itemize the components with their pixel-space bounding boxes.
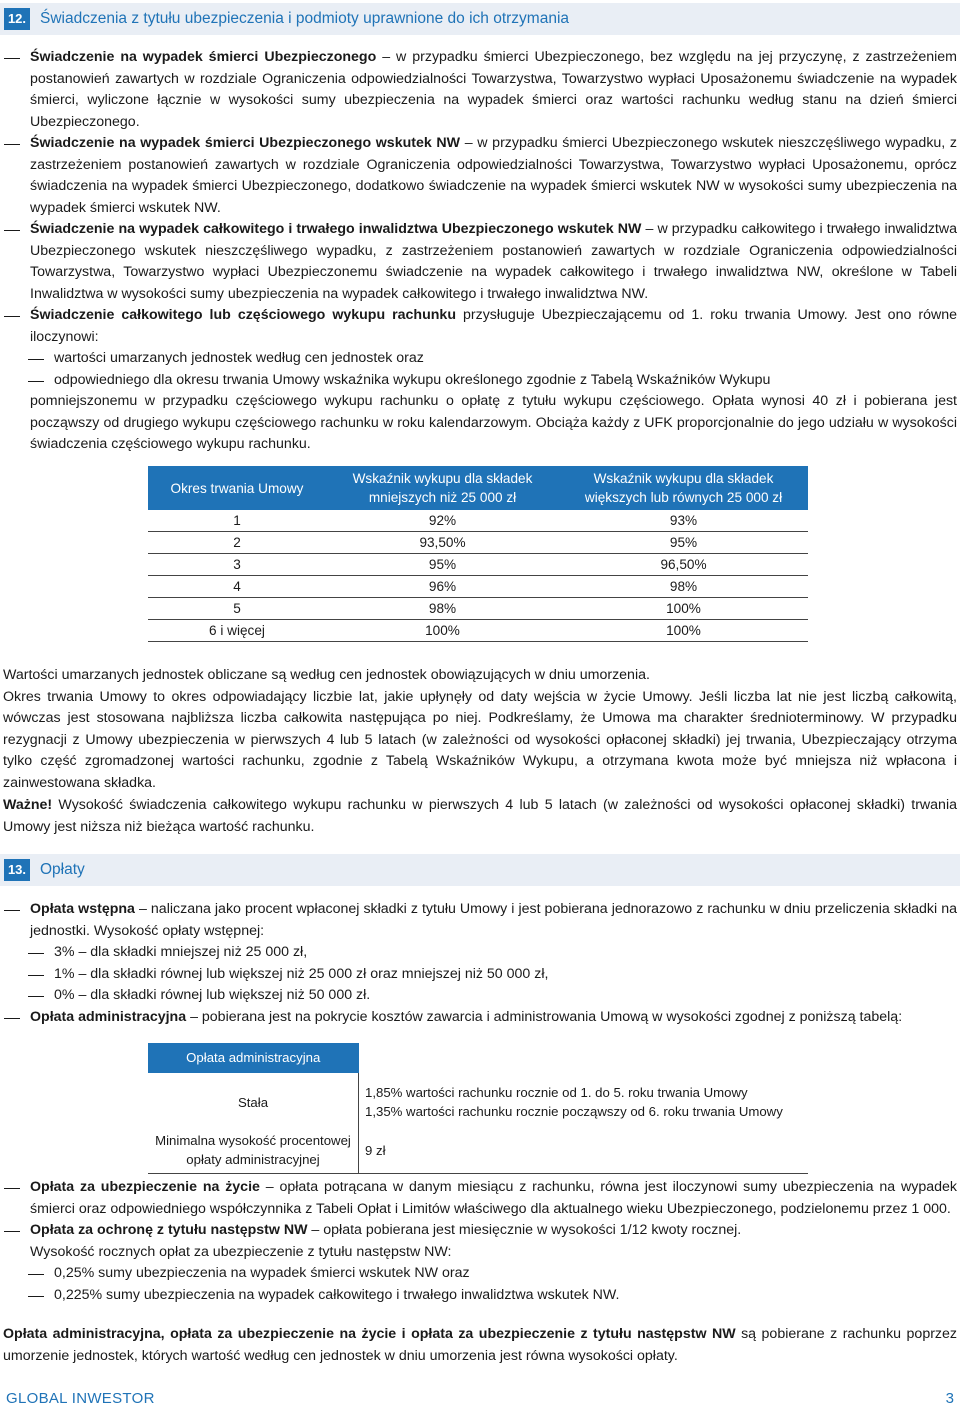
paragraph bbox=[0, 795, 960, 838]
sub-item-text: 3% – dla składki mniejszej niż 25 000 zł, bbox=[54, 944, 308, 960]
section-13-heading bbox=[0, 853, 85, 887]
section-title: Świadczenia z tytułu ubezpieczenia i podmioty uprawnione do ich otrzymania bbox=[40, 10, 570, 28]
section-13-content-2 bbox=[0, 1177, 960, 1306]
table-cell: 6 i więcej bbox=[148, 620, 326, 642]
row-label: Minimalna wysokość procentowej opłaty administracyjnej bbox=[148, 1127, 359, 1174]
sub-list-item bbox=[0, 370, 960, 392]
table-row bbox=[148, 510, 808, 532]
important-text: Wysokość świadczenia całkowitego wykupu rachunku w pierwszych 4 lub 5 latach (w zależności od wysokości opłaconej składki) trwania Umowy jest niższa niż bieżąca wartość rachunku. bbox=[3, 797, 957, 835]
term-text: są pobierane z rachunku poprzez umorzenie jednostek, których wartość według cen jednostek w dniu umorzenia jest równa wysokości opłaty. bbox=[3, 1326, 958, 1364]
table-row bbox=[148, 576, 808, 598]
term: Opłata administracyjna, opłata za ubezpieczenie na życie i opłata za ubezpieczenie z tytułu następstw NW bbox=[3, 1326, 736, 1342]
sub-item-text: 0% – dla składki równej lub większej niż 50 000 zł. bbox=[54, 987, 371, 1003]
sub-list-item bbox=[0, 985, 960, 1007]
column-header: Wskaźnik wykupu dla składek mniejszych niż 25 000 zł bbox=[326, 466, 559, 510]
term-text: – naliczana jako procent wpłaconej składki z tytułu Umowy i jest pobierana jednorazowo z rachunku w dniu przeliczenia składki na jednostki. Wysokość opłaty wstępnej: bbox=[30, 901, 957, 939]
sub-list-item bbox=[0, 964, 960, 986]
sub-list-item bbox=[0, 348, 960, 370]
table-header-row bbox=[148, 1043, 808, 1073]
term-text: przysługuje Ubezpieczającemu od 1. roku trwania Umowy. Jest ono równe iloczynowi: bbox=[30, 307, 957, 345]
table-cell: 95% bbox=[326, 554, 559, 576]
table-row bbox=[148, 554, 808, 576]
table-row bbox=[148, 620, 808, 642]
table-cell: 100% bbox=[559, 598, 808, 620]
table-cell: 96% bbox=[326, 576, 559, 598]
term: Opłata wstępna bbox=[30, 901, 135, 917]
table-cell: 4 bbox=[148, 576, 326, 598]
term: Opłata za ubezpieczenie na życie bbox=[30, 1179, 260, 1195]
sub-item-text: odpowiedniego dla okresu trwania Umowy wskaźnika wykupu określonego zgodnie z Tabelą Wskaźników Wykupu bbox=[54, 371, 771, 388]
paragraph bbox=[0, 391, 960, 456]
table-cell bbox=[359, 1073, 809, 1127]
term-text: – pobierana jest na pokrycie kosztów zawarcia i administrowania Umową w wysokości zgodnej z poniższą tabelą: bbox=[186, 1008, 903, 1025]
table-cell: 3 bbox=[148, 554, 326, 576]
table-cell: 100% bbox=[559, 620, 808, 642]
table-row bbox=[148, 1073, 808, 1127]
table-cell: 93% bbox=[559, 510, 808, 532]
table-row bbox=[148, 1127, 808, 1174]
paragraph: Okres trwania Umowy to okres odpowiadający liczbie lat, jakie upłynęły od daty wejścia w życie Umowy. Jeśli liczba lat nie jest liczbą całkowitą, wówczas jest stosowana najbliższa liczba całkowita następująca po niej. Podkreślamy, że Umowa ma charakter średnioterminowy. W przypadku rezygnacji z Umowy ubezpieczenia w pierwszych 4 lub 5 latach (w zależności od wysokości opłaconej składki) jej trwania, Ubezpieczający otrzyma tylko część zgromadzonej wartości rachunku, zgodnie z Tabelą Wskaźników Wykupu, a otrzymana kwota może być mniejsza niż wpłacona i zainwestowana składka. bbox=[3, 688, 957, 791]
sub-list-item bbox=[0, 942, 960, 964]
list-item bbox=[0, 219, 960, 305]
list-item bbox=[0, 899, 960, 942]
term: Świadczenie całkowitego lub częściowego wykupu rachunku bbox=[30, 307, 456, 323]
table-cell: 98% bbox=[326, 598, 559, 620]
term: Opłata administracyjna bbox=[30, 1008, 187, 1025]
list-item bbox=[0, 1007, 960, 1029]
paragraph: Wysokość rocznych opłat za ubezpieczenie z tytułu następstw NW: bbox=[30, 1243, 452, 1260]
sub-item-text: 1% – dla składki równej lub większej niż 25 000 zł oraz mniejszej niż 50 000 zł, bbox=[54, 965, 549, 982]
term-text: – opłata pobierana jest miesięcznie w wysokości 1/12 kwoty rocznej. bbox=[307, 1222, 742, 1238]
table-row bbox=[148, 598, 808, 620]
important-note bbox=[0, 795, 960, 838]
section-number: 13. bbox=[4, 859, 30, 881]
sub-item-text: 0,225% sumy ubezpieczenia na wypadek całkowitego i trwałego inwalidztwa wskutek NW. bbox=[54, 1286, 620, 1303]
paragraph bbox=[0, 1324, 960, 1367]
term-text: – w przypadku śmierci Ubezpieczonego wskutek nieszczęśliwego wypadku, z zastrzeżeniem postanowień zawartych w rozdziale Ograniczenia odpowiedzialności Towarzystwa, Towarzystwo wypłaci Uposażonemu, oprócz świadczenia na wypadek śmierci Ubezpieczonego, dodatkowo świadczenie na wypadek śmierci wskutek NW w wysokości sumy ubezpieczenia na wypadek śmierci wskutek NW. bbox=[30, 135, 957, 216]
sub-item-text: wartości umarzanych jednostek według cen jednostek oraz bbox=[54, 350, 424, 366]
column-header: Okres trwania Umowy bbox=[148, 466, 326, 510]
sub-list-item bbox=[0, 1263, 960, 1285]
term-text: – w przypadku całkowitego i trwałego inwalidztwa Ubezpieczonego wskutek nieszczęśliwego wypadku, z zastrzeżeniem postanowień zawartych w rozdziale Ograniczenia odpowiedzialności Towarzystwa, Towarzystwo wypłaci Ubezpieczonemu świadczenie na wypadek całkowitego i trwałego inwalidztwa NW, określone w Tabeli Inwalidztwa w wysokości sumy ubezpieczenia na wypadek całkowitego i trwałego inwalidztwa NW. bbox=[30, 221, 958, 302]
table-cell: 92% bbox=[326, 510, 559, 532]
table-cell: 5 bbox=[148, 598, 326, 620]
table-cell: 98% bbox=[559, 576, 808, 598]
list-item bbox=[0, 47, 960, 133]
term-text: – w przypadku śmierci Ubezpieczonego, bez względu na jej przyczynę, z zastrzeżeniem postanowień zawartych w rozdziale Ograniczenia odpowiedzialności Towarzystwa, Towarzystwo wypłaci Uposażonemu świadczenie na wypadek śmierci, wyliczone łącznie w wysokości sumy ubezpieczenia na wypadek śmierci oraz wartości rachunku według stanu na dzień śmierci Ubezpieczonego. bbox=[30, 49, 957, 130]
list-item bbox=[0, 1177, 960, 1220]
table-cell: 100% bbox=[326, 620, 559, 642]
empty-header bbox=[359, 1043, 809, 1073]
page-number: 3 bbox=[945, 1390, 954, 1407]
row-label: Stała bbox=[148, 1073, 359, 1127]
term: Świadczenie na wypadek śmierci Ubezpieczonego wskutek NW bbox=[30, 135, 461, 151]
table-cell: 93,50% bbox=[326, 532, 559, 554]
section-title: Opłaty bbox=[40, 861, 85, 879]
list-item bbox=[0, 133, 960, 219]
section-12-content bbox=[0, 47, 960, 456]
table-cell: 96,50% bbox=[559, 554, 808, 576]
sub-list-item bbox=[0, 1285, 960, 1307]
table-cell: 95% bbox=[559, 532, 808, 554]
surrender-ratio-table bbox=[148, 466, 808, 642]
paragraph: Wartości umarzanych jednostek obliczane są według cen jednostek obowiązujących w dniu umorzenia. bbox=[3, 667, 650, 683]
term-text: – opłata potrącana w danym miesiącu z rachunku, równa jest iloczynowi sumy ubezpieczenia na wypadek śmierci oraz odpowiedniego współczynnika z Tabeli Opłat i Limitów właściwego dla aktualnego wieku Ubezpieczonego, podzielonemu przez 1 000. bbox=[30, 1179, 957, 1217]
table-cell: 2 bbox=[148, 532, 326, 554]
table-cell: 1 bbox=[148, 510, 326, 532]
list-item bbox=[0, 1220, 960, 1242]
term: Świadczenie na wypadek śmierci Ubezpieczonego bbox=[30, 49, 377, 65]
section-12-heading bbox=[0, 2, 569, 36]
footer-brand: GLOBAL INWESTOR bbox=[6, 1390, 155, 1407]
table-row bbox=[148, 532, 808, 554]
list-item bbox=[0, 305, 960, 348]
section-13-bar bbox=[0, 854, 960, 886]
important-label: Ważne! bbox=[3, 797, 53, 813]
admin-fee-table bbox=[148, 1043, 808, 1174]
fee-line: 1,85% wartości rachunku rocznie od 1. do 5. roku trwania Umowy bbox=[365, 1085, 748, 1100]
table-header-row bbox=[148, 466, 808, 510]
column-header: Wskaźnik wykupu dla składek większych lub równych 25 000 zł bbox=[559, 466, 808, 510]
section-13-content bbox=[0, 899, 960, 1028]
final-note bbox=[0, 1324, 960, 1367]
sub-item-text: 0,25% sumy ubezpieczenia na wypadek śmierci wskutek NW oraz bbox=[54, 1265, 470, 1281]
column-header: Opłata administracyjna bbox=[148, 1043, 359, 1073]
notes bbox=[0, 665, 960, 794]
section-number: 12. bbox=[4, 8, 30, 30]
term: Świadczenie na wypadek całkowitego i trwałego inwalidztwa Ubezpieczonego wskutek NW bbox=[30, 221, 642, 237]
term: Opłata za ochronę z tytułu następstw NW bbox=[30, 1222, 308, 1238]
fee-line: 1,35% wartości rachunku rocznie począwszy od 6. roku trwania Umowy bbox=[365, 1104, 783, 1119]
paragraph-text: pomniejszonemu w przypadku częściowego wykupu rachunku o opłatę z tytułu wykupu częściowego. Opłata wynosi 40 zł i pobierana jest począwszy od drugiego wykupu częściowego rachunku w roku kalendarzowym. Obciąża każdy z UFK proporcjonalnie do jego udziału w wysokości świadczenia częściowego wykupu rachunku. bbox=[30, 393, 957, 452]
table-cell: 9 zł bbox=[365, 1142, 386, 1158]
